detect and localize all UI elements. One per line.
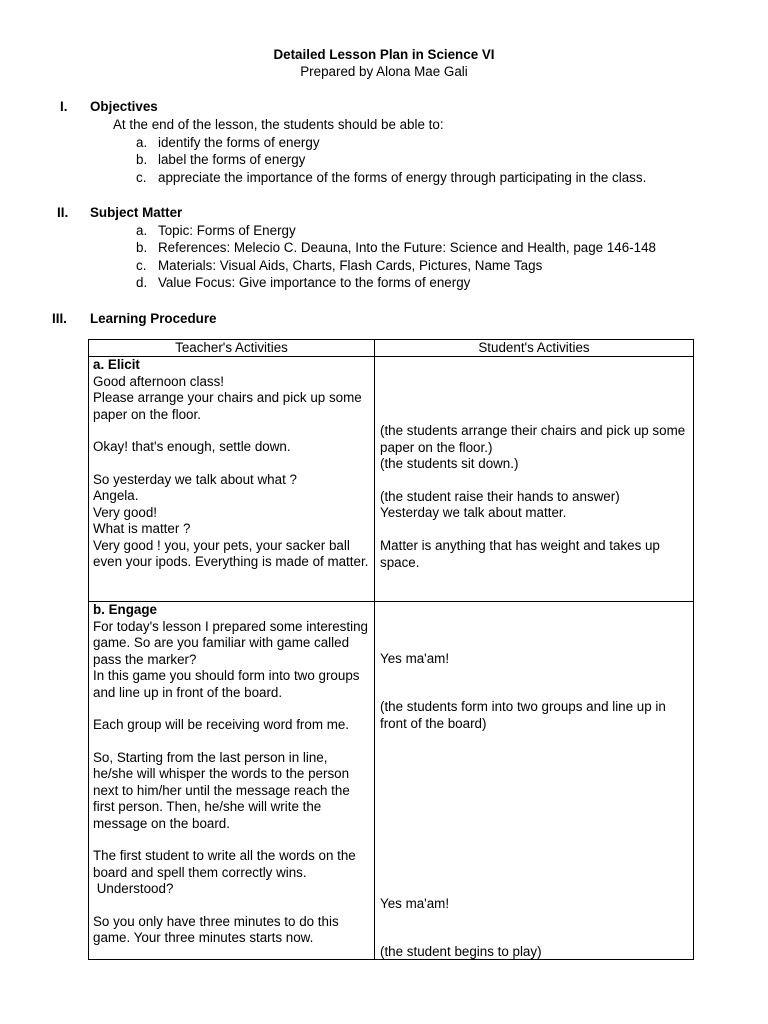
section-heading-subject-matter: Subject Matter [90,205,183,220]
student-cell-elicit [375,357,694,602]
table-row-engage [89,602,694,960]
student-line: (the students arrange their chairs and pick up some paper on the floor.) [380,423,686,455]
prepared-by: Prepared by Alona Mae Gali [300,64,468,79]
teacher-line: The first student to write all the words on the board and spell them correctly wins. [93,848,356,880]
teacher-line: Very good ! you, your pets, your sacker ball even your ipods. Everything is made of matter. [93,537,369,569]
objectives-intro: At the end of the lesson, the students should be able to: [113,117,444,132]
list-text: label the forms of energy [158,152,306,167]
column-header-teacher: Teacher's Activities [89,340,375,357]
teacher-line: Good afternoon class! [93,373,225,389]
list-item [136,240,656,258]
section-heading-learning-procedure: Learning Procedure [90,311,217,326]
list-text: appreciate the importance of the forms of energy through participating in the class. [158,169,647,185]
student-line: (the student raise their hands to answer) [380,488,620,504]
section-number-subject-matter: II. [57,205,69,220]
teacher-line: Each group will be receiving word from me. [93,717,350,732]
teacher-line: What is matter ? [93,521,191,536]
section-number-learning-procedure: III. [52,311,67,326]
teacher-line: Okay! that's enough, settle down. [93,439,291,454]
section-number-objectives: I. [60,99,68,114]
list-marker: c. [136,257,147,273]
column-header-student: Student's Activities [375,340,694,357]
list-item [136,135,646,153]
list-item [136,170,646,188]
phase-label-elicit: a. Elicit [93,357,140,372]
teacher-line: So, Starting from the last person in line, he/she will whisper the words to the person next to him/her until the message reach the first person. Then, he/she will write the message on the board. [93,749,350,831]
teacher-line: In this game you should form into two groups and line up in front of the board. [93,668,360,700]
list-text: Value Focus: Give importance to the forms of energy [158,275,471,290]
student-line: Matter is anything that has weight and takes up space. [380,538,660,570]
teacher-line: For today's lesson I prepared some interesting game. So are you familiar with game called pass the marker? [93,618,368,667]
objectives-list [136,135,646,188]
teacher-cell-elicit [89,357,375,602]
document-title: Detailed Lesson Plan in Science VI [273,47,495,62]
student-line: (the student begins to play) [380,944,542,959]
list-text: References: Melecio C. Deauna, Into the Future: Science and Health, page 146-148 [158,240,656,255]
list-marker: b. [136,152,148,167]
teacher-line: So you only have three minutes to do this game. Your three minutes starts now. [93,913,339,945]
list-text: Topic: Forms of Energy [158,222,296,238]
student-line: Yesterday we talk about matter. [380,505,567,520]
table-row-elicit [89,357,694,602]
section-heading-objectives: Objectives [90,99,158,114]
student-line: (the students sit down.) [380,456,519,471]
student-line: Yes ma'am! [380,896,450,911]
student-cell-engage [375,602,694,960]
activities-table [88,339,694,960]
list-item [136,223,656,241]
student-line: Yes ma'am! [380,651,450,666]
list-marker: c. [136,169,147,185]
list-item [136,275,656,293]
list-marker: a. [136,222,148,238]
student-line: (the students form into two groups and line up in front of the board) [380,699,666,731]
teacher-line: Please arrange your chairs and pick up some paper on the floor. [93,390,362,422]
table-header-row [89,340,694,357]
phase-label-engage: b. Engage [93,602,157,617]
list-marker: a. [136,134,148,150]
teacher-line: Angela. [93,488,139,503]
teacher-line: So yesterday we talk about what ? [93,471,297,487]
list-marker: d. [136,275,148,290]
list-text: Materials: Visual Aids, Charts, Flash Cards, Pictures, Name Tags [158,257,543,273]
list-item [136,152,646,170]
subject-matter-list [136,223,656,293]
list-text: identify the forms of energy [158,134,320,150]
teacher-line: Understood? [93,881,174,896]
teacher-cell-engage [89,602,375,960]
list-item [136,258,656,276]
list-marker: b. [136,240,148,255]
teacher-line: Very good! [93,504,158,520]
